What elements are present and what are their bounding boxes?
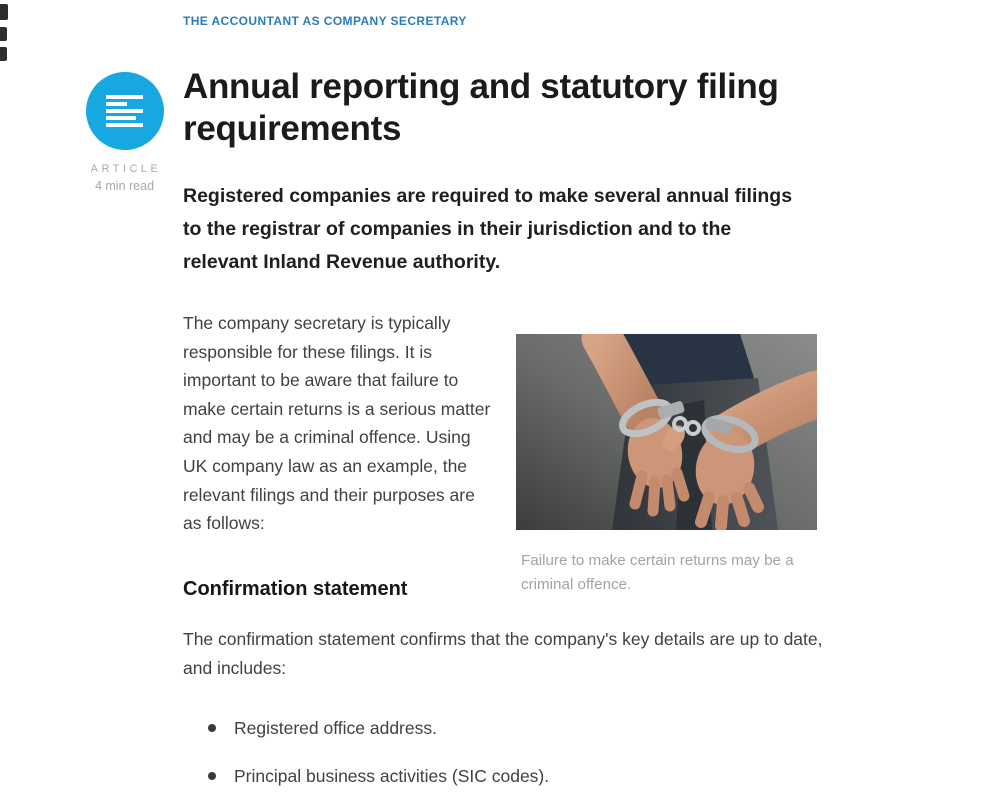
figure-caption: Failure to make certain returns may be a criminal offence. [521,552,794,593]
intro-paragraph: Registered companies are required to make several annual filings to the registrar of companies in their jurisdiction and to the relevant Inland Revenue authority. [183,185,793,273]
section-heading: Confirmation statement [183,578,408,600]
article-icon [86,72,164,150]
list-item [208,718,848,739]
bullet-dot-icon [208,724,216,732]
bullet-list [208,718,848,810]
hands-in-handcuffs-photo [516,334,817,530]
content-type-label: ARTICLE [90,163,162,175]
article-lines-icon [106,95,143,127]
edge-mark-icon [0,47,7,61]
breadcrumb-course-link[interactable]: THE ACCOUNTANT AS COMPANY SECRETARY [183,14,467,28]
body-paragraph: The company secretary is typically responsible for these filings. It is important to be aware that failure to make certain returns is a serious matter and may be a criminal offence. Using UK company law as an example, the relevant filings and their purposes are as follows: [183,313,491,534]
page-title: Annual reporting and statutory filing requirements [183,67,779,148]
screen-edge-clipped-icons [0,4,10,61]
section-paragraph: The confirmation statement confirms that the company's key details are up to date, and includes: [183,629,823,678]
article-badge [74,72,175,193]
list-item-text: Registered office address. [234,718,437,738]
article-figure [516,334,817,530]
list-item [208,766,848,787]
edge-mark-icon [0,27,7,41]
list-item-text: Principal business activities (SIC codes). [234,766,550,786]
edge-mark-icon [0,4,8,20]
bullet-dot-icon [208,772,216,780]
read-time-label: 4 min read [94,179,155,193]
